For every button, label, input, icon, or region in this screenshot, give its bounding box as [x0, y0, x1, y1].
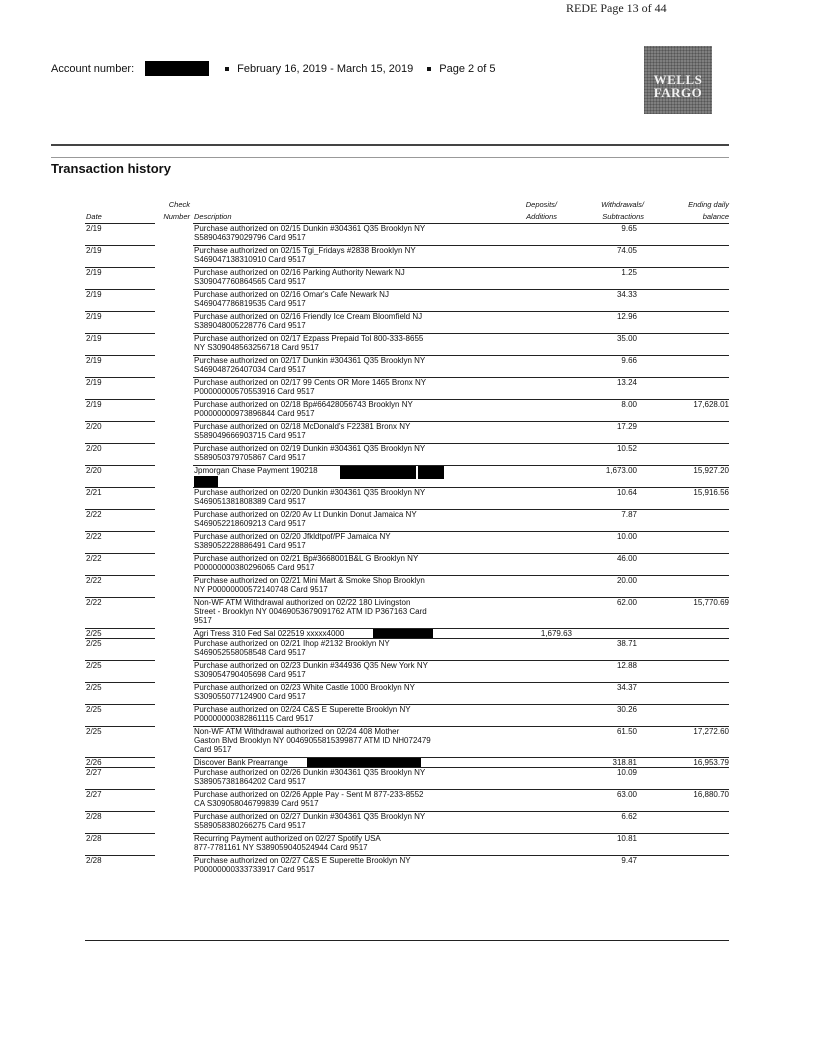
txn-description-line: S589050379705867 Card 9517 — [194, 453, 306, 462]
txn-date: 2/22 — [86, 598, 102, 607]
txn-description — [194, 532, 484, 550]
table-row — [0, 833, 816, 855]
txn-description-line: S469052558058548 Card 9517 — [194, 648, 306, 657]
txn-withdrawal: 12.96 — [616, 312, 637, 321]
txn-date: 2/20 — [86, 422, 102, 431]
table-row — [0, 333, 816, 355]
txn-description-line: Jpmorgan Chase Payment 190218 — [194, 466, 318, 475]
logo-line1: WELLS — [653, 72, 703, 87]
txn-date: 2/20 — [86, 444, 102, 453]
table-row — [0, 789, 816, 811]
txn-withdrawal: 9.66 — [621, 356, 637, 365]
txn-description-line: Purchase authorized on 02/21 Mini Mart & Smoke Shop Brooklyn — [194, 576, 425, 585]
txn-date: 2/27 — [86, 768, 102, 777]
txn-date: 2/19 — [86, 334, 102, 343]
txn-description-line: S469051381808389 Card 9517 — [194, 497, 306, 506]
table-row — [0, 575, 816, 597]
txn-description — [194, 629, 484, 638]
txn-description-line: Purchase authorized on 02/17 99 Cents OR More 1465 Bronx NY — [194, 378, 427, 387]
table-row — [0, 289, 816, 311]
txn-description — [194, 790, 484, 808]
redacted-account-number — [145, 61, 209, 76]
txn-description-line: Non-WF ATM Withdrawal authorized on 02/22 180 Livingston — [194, 598, 411, 607]
txn-description — [194, 812, 484, 830]
txn-description-line: Agri Tress 310 Fed Sal 022519 xxxxx4000 — [194, 629, 345, 638]
txn-description-line: 9517 — [194, 616, 212, 625]
txn-date: 2/19 — [86, 246, 102, 255]
txn-date: 2/19 — [86, 400, 102, 409]
txn-withdrawal: 10.09 — [616, 768, 637, 777]
txn-withdrawal: 1,673.00 — [605, 466, 637, 475]
header-withdrawals-line1: Withdrawals/ — [601, 200, 644, 209]
header-check-line2: Number — [163, 212, 190, 221]
table-row — [0, 311, 816, 333]
txn-description — [194, 290, 484, 308]
txn-description-line: Purchase authorized on 02/20 Dunkin #304361 Q35 Brooklyn NY — [194, 488, 426, 497]
txn-withdrawal: 6.62 — [621, 812, 637, 821]
txn-withdrawal: 35.00 — [616, 334, 637, 343]
txn-description — [194, 661, 484, 679]
txn-withdrawal: 9.47 — [621, 856, 637, 865]
txn-description-line: Purchase authorized on 02/18 Bp#66428056743 Brooklyn NY — [194, 400, 413, 409]
redacted-block — [307, 758, 421, 767]
txn-withdrawal: 34.37 — [616, 683, 637, 692]
txn-withdrawal: 46.00 — [616, 554, 637, 563]
divider — [51, 157, 729, 158]
txn-withdrawal: 8.00 — [621, 400, 637, 409]
table-row — [0, 638, 816, 660]
divider — [51, 144, 729, 146]
txn-description — [194, 576, 484, 594]
txn-date: 2/20 — [86, 466, 102, 475]
txn-withdrawal: 10.00 — [616, 532, 637, 541]
txn-description-line: Purchase authorized on 02/27 C&S E Superette Brooklyn NY — [194, 856, 411, 865]
txn-description — [194, 224, 484, 242]
table-row — [0, 355, 816, 377]
txn-description-line: Purchase authorized on 02/23 White Castle 1000 Brooklyn NY — [194, 683, 416, 692]
txn-description-line: CA S309058046799839 Card 9517 — [194, 799, 319, 808]
txn-description-line: Purchase authorized on 02/21 Bp#3668001B&L G Brooklyn NY — [194, 554, 419, 563]
txn-description-line: Purchase authorized on 02/26 Dunkin #304361 Q35 Brooklyn NY — [194, 768, 426, 777]
txn-date: 2/19 — [86, 312, 102, 321]
bullet-separator — [427, 67, 431, 71]
redacted-block — [418, 466, 444, 479]
txn-date: 2/22 — [86, 510, 102, 519]
table-row — [0, 855, 816, 877]
txn-description-line: Purchase authorized on 02/18 McDonald's F22381 Bronx NY — [194, 422, 411, 431]
txn-withdrawal: 30.26 — [616, 705, 637, 714]
txn-description — [194, 400, 484, 418]
txn-description — [194, 554, 484, 572]
txn-date: 2/21 — [86, 488, 102, 497]
account-label: Account number: — [51, 62, 135, 75]
table-row — [0, 267, 816, 289]
txn-ending-balance: 16,953.79 — [693, 758, 729, 767]
txn-withdrawal: 1.25 — [621, 268, 637, 277]
txn-description-line: Purchase authorized on 02/17 Ezpass Prepaid Tol 800-333-8655 — [194, 334, 424, 343]
txn-description-line: Gaston Blvd Brooklyn NY 00469055815399877 ATM ID NH072479 — [194, 736, 431, 745]
txn-description — [194, 856, 484, 874]
table-row — [0, 660, 816, 682]
txn-date: 2/25 — [86, 661, 102, 670]
table-row — [0, 726, 816, 757]
txn-description — [194, 356, 484, 374]
txn-withdrawal: 17.29 — [616, 422, 637, 431]
txn-description — [194, 768, 484, 786]
txn-date: 2/25 — [86, 683, 102, 692]
txn-withdrawal: 34.33 — [616, 290, 637, 299]
header-date: Date — [86, 212, 102, 221]
header-description: Description — [194, 212, 232, 221]
txn-description-line: Discover Bank Prearrange — [194, 758, 288, 767]
txn-description-line: Purchase authorized on 02/20 Av Lt Dunkin Donut Jamaica NY — [194, 510, 417, 519]
txn-description-line: Purchase authorized on 02/27 Dunkin #304361 Q35 Brooklyn NY — [194, 812, 426, 821]
transaction-table — [0, 223, 816, 877]
txn-description-line: S389052228886491 Card 9517 — [194, 541, 306, 550]
txn-withdrawal: 12.88 — [616, 661, 637, 670]
txn-date: 2/22 — [86, 576, 102, 585]
txn-description-line: Purchase authorized on 02/26 Apple Pay - Sent M 877-233-8552 — [194, 790, 424, 799]
table-row — [0, 399, 816, 421]
table-row — [0, 704, 816, 726]
txn-description-line: Purchase authorized on 02/20 Jfkldtpof/PF Jamaica NY — [194, 532, 391, 541]
page-number: Page 2 of 5 — [439, 62, 496, 75]
header-deposits-line1: Deposits/ — [525, 200, 557, 209]
txn-date: 2/27 — [86, 790, 102, 799]
txn-description — [194, 488, 484, 506]
table-row — [0, 223, 816, 245]
txn-description — [194, 683, 484, 701]
table-row — [0, 597, 816, 628]
txn-withdrawal: 63.00 — [616, 790, 637, 799]
txn-date: 2/28 — [86, 834, 102, 843]
table-row — [0, 767, 816, 789]
txn-withdrawal: 74.05 — [616, 246, 637, 255]
txn-date: 2/28 — [86, 856, 102, 865]
table-row — [0, 487, 816, 509]
txn-description-line: 877-7781161 NY S389059040524944 Card 9517 — [194, 843, 368, 852]
txn-withdrawal: 10.81 — [616, 834, 637, 843]
txn-description-line: Purchase authorized on 02/21 Ihop #2132 Brooklyn NY — [194, 639, 390, 648]
txn-date: 2/22 — [86, 554, 102, 563]
txn-ending-balance: 15,927.20 — [693, 466, 729, 475]
txn-description-line: Purchase authorized on 02/16 Parking Authority Newark NJ — [194, 268, 405, 277]
txn-ending-balance: 15,770.69 — [693, 598, 729, 607]
txn-date: 2/28 — [86, 812, 102, 821]
bullet-separator — [225, 67, 229, 71]
account-header — [51, 61, 496, 76]
page-id: REDE Page 13 of 44 — [566, 1, 667, 15]
table-row — [0, 443, 816, 465]
txn-description-line: Purchase authorized on 02/16 Omar's Cafe Newark NJ — [194, 290, 389, 299]
txn-description-line: S309054790405698 Card 9517 — [194, 670, 306, 679]
txn-description — [194, 378, 484, 396]
txn-withdrawal: 7.87 — [621, 510, 637, 519]
table-end-rule — [85, 940, 729, 941]
txn-description — [194, 705, 484, 723]
table-row — [0, 421, 816, 443]
logo-line2: FARGO — [653, 85, 703, 100]
redacted-block — [194, 476, 218, 487]
column-headers — [0, 199, 816, 223]
txn-description — [194, 334, 484, 352]
txn-ending-balance: 17,272.60 — [693, 727, 729, 736]
txn-description-line: Recurring Payment authorized on 02/27 Spotify USA — [194, 834, 381, 843]
statement-period: February 16, 2019 - March 15, 2019 — [237, 62, 414, 75]
txn-description — [194, 598, 484, 625]
txn-description — [194, 268, 484, 286]
txn-description-line: S309055077124900 Card 9517 — [194, 692, 306, 701]
txn-withdrawal: 38.71 — [616, 639, 637, 648]
txn-description — [194, 312, 484, 330]
header-balance-line1: Ending daily — [688, 200, 729, 209]
txn-ending-balance: 17,628.01 — [693, 400, 729, 409]
txn-ending-balance: 16,880.70 — [693, 790, 729, 799]
txn-description-line: P00000000570553916 Card 9517 — [194, 387, 315, 396]
table-row — [0, 811, 816, 833]
table-row — [0, 465, 816, 487]
header-check-line1: Check — [168, 200, 190, 209]
table-row — [0, 757, 816, 767]
txn-description-line: Purchase authorized on 02/16 Friendly Ice Cream Bloomfield NJ — [194, 312, 423, 321]
txn-description-line: S589046379029796 Card 9517 — [194, 233, 306, 242]
txn-description-line: P00000000973896844 Card 9517 — [194, 409, 315, 418]
txn-date: 2/19 — [86, 268, 102, 277]
txn-withdrawal: 62.00 — [616, 598, 637, 607]
txn-description-line: Street - Brooklyn NY 00469053679091762 ATM ID P367163 Card — [194, 607, 427, 616]
header-balance-line2: balance — [702, 212, 729, 221]
txn-withdrawal: 61.50 — [616, 727, 637, 736]
txn-withdrawal: 9.65 — [621, 224, 637, 233]
txn-date: 2/26 — [86, 758, 102, 767]
wells-fargo-logo — [644, 46, 712, 114]
txn-date: 2/25 — [86, 705, 102, 714]
txn-description-line: Purchase authorized on 02/15 Tgi_Fridays #2838 Brooklyn NY — [194, 246, 416, 255]
txn-date: 2/19 — [86, 356, 102, 365]
txn-description-line: S469052218609213 Card 9517 — [194, 519, 306, 528]
txn-description-line: P00000000382861115 Card 9517 — [194, 714, 314, 723]
txn-description — [194, 246, 484, 264]
txn-withdrawal: 318.81 — [612, 758, 637, 767]
txn-description — [194, 727, 484, 754]
txn-description-line: P00000000380296065 Card 9517 — [194, 563, 315, 572]
txn-withdrawal: 10.52 — [616, 444, 637, 453]
redacted-block — [340, 466, 416, 479]
txn-description-line: S469048726407034 Card 9517 — [194, 365, 306, 374]
header-withdrawals-line2: Subtractions — [602, 212, 644, 221]
table-row — [0, 531, 816, 553]
txn-date: 2/19 — [86, 378, 102, 387]
redacted-block — [373, 628, 433, 638]
txn-description-line: S469047138310910 Card 9517 — [194, 255, 306, 264]
txn-ending-balance: 15,916.56 — [693, 488, 729, 497]
table-row — [0, 682, 816, 704]
txn-description-line: S389057381864202 Card 9517 — [194, 777, 306, 786]
txn-deposit: 1,679.63 — [540, 629, 572, 638]
table-row — [0, 509, 816, 531]
header-deposits-line2: Additions — [526, 212, 557, 221]
txn-description-line: S309047760864565 Card 9517 — [194, 277, 306, 286]
txn-description — [194, 422, 484, 440]
txn-description-line: Purchase authorized on 02/23 Dunkin #344936 Q35 New York NY — [194, 661, 428, 670]
txn-description-line: P00000000333733917 Card 9517 — [194, 865, 315, 874]
table-row — [0, 553, 816, 575]
txn-description-line: S469047786819535 Card 9517 — [194, 299, 306, 308]
txn-description-line: NY P00000000572140748 Card 9517 — [194, 585, 328, 594]
txn-date: 2/25 — [86, 639, 102, 648]
txn-description-line: S589049666903715 Card 9517 — [194, 431, 306, 440]
txn-date: 2/25 — [86, 727, 102, 736]
txn-description — [194, 444, 484, 462]
txn-date: 2/25 — [86, 629, 102, 638]
txn-description-line: Non-WF ATM Withdrawal authorized on 02/24 408 Mother — [194, 727, 400, 736]
txn-description-line: Purchase authorized on 02/15 Dunkin #304361 Q35 Brooklyn NY — [194, 224, 426, 233]
txn-withdrawal: 20.00 — [616, 576, 637, 585]
txn-description-line: NY S309048563256718 Card 9517 — [194, 343, 319, 352]
txn-date: 2/19 — [86, 290, 102, 299]
section-title: Transaction history — [51, 161, 171, 176]
txn-withdrawal: 13.24 — [616, 378, 637, 387]
txn-description-line: S389048005228776 Card 9517 — [194, 321, 306, 330]
txn-description — [194, 834, 484, 852]
table-row — [0, 377, 816, 399]
txn-withdrawal: 10.64 — [616, 488, 637, 497]
txn-description-line: S589058380266275 Card 9517 — [194, 821, 306, 830]
table-row — [0, 245, 816, 267]
table-row — [0, 628, 816, 638]
txn-description-line: Purchase authorized on 02/19 Dunkin #304361 Q35 Brooklyn NY — [194, 444, 426, 453]
txn-description-line: Card 9517 — [194, 745, 232, 754]
txn-date: 2/22 — [86, 532, 102, 541]
txn-description-line: Purchase authorized on 02/17 Dunkin #304361 Q35 Brooklyn NY — [194, 356, 426, 365]
txn-date: 2/19 — [86, 224, 102, 233]
txn-description — [194, 639, 484, 657]
txn-description-line: Purchase authorized on 02/24 C&S E Superette Brooklyn NY — [194, 705, 411, 714]
txn-description — [194, 510, 484, 528]
